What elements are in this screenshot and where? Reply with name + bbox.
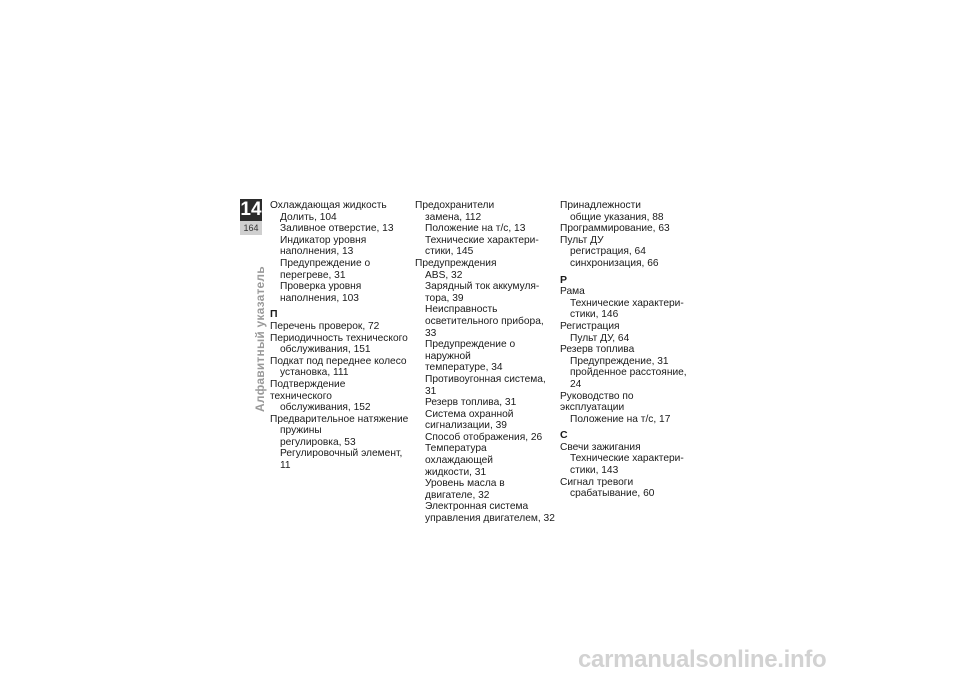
index-subentry: двигателе, 32: [425, 489, 490, 501]
index-subentry: Технические характери-: [570, 453, 684, 465]
index-subentry: ABS, 32: [425, 269, 463, 281]
index-entry: [270, 379, 410, 414]
index-term: Подкат под переднее колесо: [270, 355, 407, 367]
index-subentry: пройденное расстояние, 24: [570, 367, 687, 390]
index-letter-heading: С: [560, 429, 568, 442]
index-term: Резерв топлива: [560, 344, 635, 356]
index-subentry: установка, 111: [280, 367, 349, 379]
index-subentry: Технические характери-: [425, 234, 539, 246]
index-subentry: Пульт ДУ, 64: [570, 332, 630, 344]
index-entry: [560, 321, 700, 344]
index-subentry: сигнализации, 39: [425, 420, 507, 432]
index-entry: [270, 200, 410, 304]
index-entry: [560, 286, 700, 321]
section-title: Алфавитный указатель: [253, 266, 267, 412]
index-term: Программирование, 63: [560, 223, 670, 235]
index-subentry: Противоугонная система, 31: [425, 373, 546, 397]
index-term: Свечи зажигания: [560, 441, 641, 453]
index-subentry: Способ отображения, 26: [425, 431, 543, 443]
index-term: Руководство по эксплуатации: [560, 390, 634, 414]
watermark: carmanualsonline.info: [578, 646, 827, 673]
index-subentry: стики, 143: [570, 465, 619, 477]
index-subentry: Регулировочный элемент, 11: [280, 448, 403, 472]
index-term: Регистрация: [560, 320, 620, 332]
index-subentry: Предупреждение о: [280, 257, 371, 269]
index-subentry: регистрация, 64: [570, 246, 646, 258]
index-subentry: общие указания, 88: [570, 211, 664, 223]
chapter-tab: [240, 199, 262, 235]
index-subentry: синхронизация, 66: [570, 257, 659, 269]
index-entry: [270, 321, 410, 333]
index-term: Подтверждение технического: [270, 378, 346, 402]
index-term: Предупреждения: [415, 257, 497, 269]
index-subentry: наполнения, 13: [280, 246, 354, 258]
index-subentry: тора, 39: [425, 292, 464, 304]
index-entry: [560, 477, 700, 500]
index-letter-heading: П: [270, 308, 278, 321]
index-column-2: [415, 200, 555, 525]
index-entry: [560, 223, 700, 235]
index-term: Предварительное натяжение: [270, 413, 409, 425]
index-subentry: Электронная система: [425, 501, 529, 513]
index-subentry: Заливное отверстие, 13: [280, 223, 394, 235]
index-term: Периодичность технического: [270, 332, 408, 344]
index-entry: [560, 442, 700, 477]
index-subentry: Проверка уровня: [280, 281, 362, 293]
index-subentry: Предупреждение о наружной: [425, 339, 516, 362]
index-subentry: стики, 145: [425, 246, 474, 258]
index-entry: [560, 344, 700, 390]
index-subentry: Система охранной: [425, 408, 514, 420]
index-entry: [415, 200, 555, 258]
index-subentry: Уровень масла в: [425, 478, 505, 490]
index-subentry: Неисправность: [425, 304, 498, 316]
index-subentry: управления двигателем, 32: [425, 513, 555, 525]
index-term: Пульт ДУ: [560, 234, 604, 246]
index-subentry: обслуживания, 151: [280, 344, 371, 356]
index-subentry: обслуживания, 152: [280, 402, 371, 414]
index-entry: [560, 200, 700, 223]
index-subentry: регулировка, 53: [280, 436, 356, 448]
index-term: Охлаждающая жидкость: [270, 200, 387, 211]
index-entry: [270, 414, 410, 472]
index-entry: [415, 258, 555, 525]
index-subentry: перегреве, 31: [280, 269, 346, 281]
index-subentry: Индикатор уровня: [280, 234, 367, 246]
index-term: Принадлежности: [560, 200, 641, 211]
index-subentry: пружины: [280, 425, 322, 437]
index-subentry: жидкости, 31: [425, 466, 487, 478]
index-subentry: наполнения, 103: [280, 292, 359, 304]
index-letter-heading: Р: [560, 273, 568, 286]
index-entry: [560, 235, 700, 270]
index-entry: [270, 333, 410, 356]
index-subentry: Предупреждение, 31: [570, 355, 669, 367]
index-subentry: Долить, 104: [280, 211, 337, 223]
index-subentry: температуре, 34: [425, 362, 503, 374]
index-subentry: Технические характери-: [570, 297, 684, 309]
index-column-1: [270, 200, 410, 472]
index-subentry: Положение на т/с, 13: [425, 223, 526, 235]
index-term: Сигнал тревоги: [560, 476, 634, 488]
index-subentry: замена, 112: [425, 211, 482, 223]
index-term: Перечень проверок, 72: [270, 320, 380, 332]
index-subentry: осветительного прибора, 33: [425, 315, 544, 339]
page-number: 164: [240, 221, 262, 235]
index-term: Рама: [560, 286, 585, 298]
index-entry: [560, 391, 700, 426]
index-subentry: Зарядный ток аккумуля-: [425, 281, 540, 293]
index-subentry: Резерв топлива, 31: [425, 397, 517, 409]
index-subentry: Температура охлаждающей: [425, 443, 493, 467]
index-entry: [270, 356, 410, 379]
index-subentry: Положение на т/с, 17: [570, 413, 671, 425]
chapter-number: 14: [240, 199, 262, 220]
index-subentry: срабатывание, 60: [570, 488, 655, 500]
index-term: Предохранители: [415, 200, 495, 211]
index-column-3: [560, 200, 700, 500]
index-subentry: стики, 146: [570, 309, 619, 321]
